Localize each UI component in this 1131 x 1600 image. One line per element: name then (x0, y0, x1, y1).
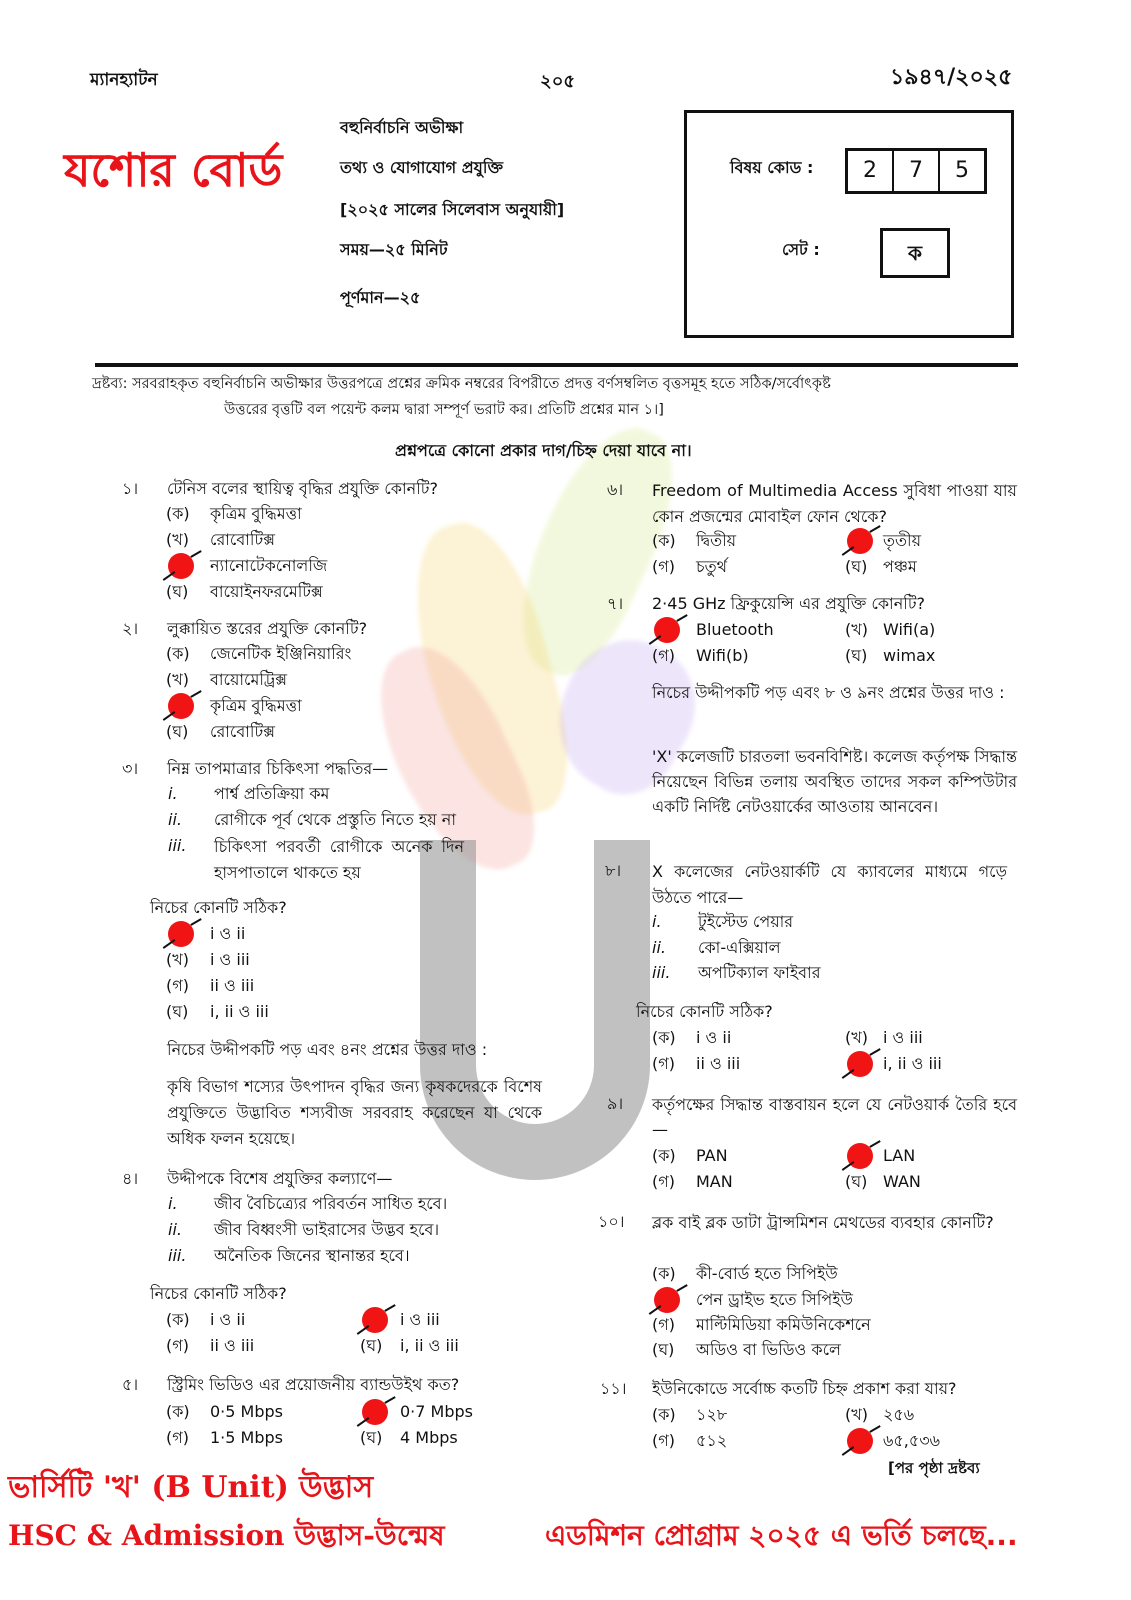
option-label[interactable]: (খ) (845, 620, 868, 639)
option-text[interactable]: i ও ii (696, 1028, 732, 1047)
question-text: ইউনিকোডে সর্বোচ্চ কতটি চিহ্ন প্রকাশ করা যায়? (652, 1379, 957, 1398)
continue-note: [পর পৃষ্ঠা দ্রষ্টব্য (888, 1459, 980, 1477)
answer-marked-dot[interactable] (847, 528, 873, 554)
option-label[interactable]: (খ) (166, 950, 189, 969)
option-text[interactable]: 0·7 Mbps (400, 1402, 473, 1421)
statement-text: রোগীকে পূর্ব থেকে প্রস্তুতি নিতে হয় না (214, 810, 456, 829)
option-label[interactable]: (গ) (652, 1172, 675, 1191)
code-digit: 5 (955, 158, 969, 183)
option-label[interactable]: (ঘ) (845, 557, 868, 576)
answer-marked-dot[interactable] (654, 1287, 680, 1313)
option-text[interactable]: ii ও iii (696, 1054, 741, 1073)
statement-number: iii. (168, 1246, 187, 1265)
option-text[interactable]: বায়োমেট্রিক্স (210, 670, 288, 689)
question-number: ১১। (600, 1379, 627, 1398)
option-label[interactable]: (ঘ) (166, 582, 189, 601)
option-text[interactable]: i ও ii (210, 1310, 246, 1329)
option-text[interactable]: Wifi(a) (883, 620, 936, 639)
code-digit: 2 (848, 151, 894, 191)
option-label[interactable]: (ক) (652, 531, 676, 550)
answer-marked-dot[interactable] (362, 1399, 388, 1425)
option-text[interactable]: দ্বিতীয় (696, 531, 737, 550)
option-label[interactable]: (খ) (845, 1405, 868, 1424)
option-text[interactable]: ন্যানোটেকনোলজি (210, 556, 328, 575)
question-number: ১। (122, 479, 139, 498)
question-text: টেনিস বলের স্থায়িত্ব বৃদ্ধির প্রযুক্তি কোনটি? (167, 479, 438, 498)
answer-marked-dot[interactable] (847, 1143, 873, 1169)
question-prompt: নিচের কোনটি সঠিক? (636, 1002, 773, 1021)
option-text[interactable]: ii ও iii (210, 976, 255, 995)
option-label[interactable]: (গ) (166, 976, 189, 995)
year-label: ১৯৪৭/২০২৫ (890, 65, 1013, 90)
publisher-name: ম্যানহ্যাটন (90, 70, 158, 90)
stimulus-text: কৃষি বিভাগ শস্যের উৎপাদন বৃদ্ধির জন্য কৃষকদেরকে বিশেষ প্রযুক্তিতে উদ্ভাবিত শস্যবীজ সরবরাহ করেছেন যা থেকে অধিক ফলন হয়েছে। (167, 1077, 542, 1148)
option-text[interactable]: WAN (883, 1172, 921, 1191)
option-text[interactable]: Bluetooth (696, 620, 774, 639)
option-label[interactable]: (ঘ) (360, 1336, 383, 1355)
option-label[interactable]: (ক) (652, 1146, 676, 1165)
statement-number: ii. (652, 938, 666, 957)
option-text[interactable]: wimax (883, 646, 936, 665)
option-label[interactable]: (ঘ) (652, 1340, 675, 1359)
option-label[interactable]: (গ) (166, 1428, 189, 1447)
question-number: ৭। (607, 594, 624, 613)
question-number: ৯। (607, 1094, 624, 1113)
page-number: ২০৫ (540, 71, 576, 92)
subject-code-label: বিষয় কোড : (730, 158, 814, 177)
answer-marked-dot[interactable] (847, 1051, 873, 1077)
option-label[interactable]: (ঘ) (166, 722, 189, 741)
option-text[interactable]: i ও iii (400, 1310, 440, 1329)
option-text[interactable]: i ও iii (210, 950, 250, 969)
answer-marked-dot[interactable] (168, 693, 194, 719)
option-text[interactable]: 0·5 Mbps (210, 1402, 283, 1421)
statement-text: চিকিৎসা পরবর্তী রোগীকে অনেক দিন হাসপাতালে থাকতে হয় (214, 837, 464, 882)
option-text[interactable]: i, ii ও iii (210, 1002, 269, 1021)
promo-varsity: ভার্সিটি 'খ' (B Unit) উদ্ভাস (8, 1470, 374, 1505)
statement-text: জীব বিধ্বংসী ভাইরাসের উদ্ভব হবে। (214, 1220, 440, 1239)
option-label[interactable]: (ক) (652, 1264, 676, 1283)
option-text[interactable]: কৃত্রিম বুদ্ধিমত্তা (210, 696, 302, 715)
option-label[interactable]: (ক) (166, 504, 190, 523)
option-text[interactable]: 4 Mbps (400, 1428, 458, 1447)
option-label[interactable]: (গ) (166, 1336, 189, 1355)
statement-number: ii. (168, 810, 182, 829)
question-number circ: ৮। (605, 861, 622, 880)
option-text[interactable]: Wifi(b) (696, 646, 749, 665)
question-text: X কলেজের নেটওয়ার্কটি যে ক্যাবলের মাধ্যমে গড়ে উঠতে পারে— (652, 862, 1007, 907)
statement-text: পার্শ্ব প্রতিক্রিয়া কম (214, 784, 330, 803)
question-text: ব্লক বাই ব্লক ডাটা ট্রান্সমিশন মেথডের ব্যবহার কোনটি? (652, 1213, 994, 1232)
statement-number: iii. (652, 963, 671, 982)
option-text[interactable]: তৃতীয় (883, 531, 922, 550)
option-text[interactable]: ৫১২ (696, 1431, 728, 1450)
statement-text: জীব বৈচিত্র্যের পরিবর্তন সাধিত হবে। (214, 1194, 448, 1213)
syllabus-note: [২০২৫ সালের সিলেবাস অনুযায়ী] (340, 200, 565, 219)
statement-text: কো-এক্সিয়াল (698, 938, 781, 957)
option-text[interactable]: কী-বোর্ড হতে সিপিইউ (696, 1264, 838, 1283)
question-number: ৫। (122, 1375, 139, 1394)
option-text[interactable]: PAN (696, 1146, 728, 1165)
question-number: ৬। (607, 480, 624, 499)
answer-marked-dot[interactable] (168, 553, 194, 579)
question-text: নিম্ন তাপমাত্রার চিকিৎসা পদ্ধতির— (167, 759, 389, 778)
promo-hsc: HSC & Admission উদ্ভাস-উন্মেষ (8, 1519, 445, 1552)
option-text[interactable]: জেনেটিক ইঞ্জিনিয়ারিং (210, 644, 352, 663)
exam-type: বহুনির্বাচনি অভীক্ষা (340, 118, 464, 137)
option-text[interactable]: LAN (883, 1146, 916, 1165)
option-text[interactable]: অডিও বা ভিডিও কলে (696, 1340, 841, 1359)
option-text[interactable]: i ও ii (210, 924, 246, 943)
statement-number: i. (168, 1194, 178, 1213)
question-text: লুক্কায়িত স্তরের প্রযুক্তি কোনটি? (167, 619, 368, 638)
answer-marked-dot[interactable] (847, 1428, 873, 1454)
option-label[interactable]: (ঘ) (845, 646, 868, 665)
option-label[interactable]: (ক) (652, 1028, 676, 1047)
answer-marked-dot[interactable] (168, 921, 194, 947)
option-text[interactable]: কৃত্রিম বুদ্ধিমত্তা (210, 504, 302, 523)
subject-code-digits (845, 148, 987, 194)
option-label[interactable]: (গ) (652, 1431, 675, 1450)
question-number: ৩। (122, 759, 139, 778)
set-value: ক (880, 228, 950, 278)
statement-number: iii. (168, 836, 187, 855)
divider (95, 363, 1018, 367)
option-text[interactable]: ২৫৬ (883, 1405, 915, 1424)
option-text[interactable]: রোবোটিক্স (210, 530, 275, 549)
instruction-note-line2: উত্তরের বৃত্তটি বল পয়েন্ট কলম দ্বারা সম্পূর্ণ ভরাট কর। প্রতিটি প্রশ্নের মান ১।] (224, 402, 664, 418)
statement-text: অপটিক্যাল ফাইবার (698, 963, 821, 982)
answer-marked-dot[interactable] (654, 617, 680, 643)
option-label[interactable]: (ঘ) (845, 1172, 868, 1191)
option-label[interactable]: (ক) (166, 1310, 190, 1329)
statement-number: i. (652, 912, 662, 931)
board-title: যশোর বোর্ড (64, 143, 283, 197)
option-label[interactable]: (গ) (652, 1054, 675, 1073)
option-text[interactable]: ৬৫,৫৩৬ (883, 1431, 941, 1450)
option-text[interactable]: ১২৮ (696, 1405, 728, 1424)
option-label[interactable]: (ক) (166, 1402, 190, 1421)
option-label[interactable]: (খ) (166, 530, 189, 549)
instruction-note: দ্রষ্টব্য: সরবরাহকৃত বহুনির্বাচনি অভীক্ষার উত্তরপত্রে প্রশ্নের ক্রমিক নম্বরের বিপরীতে প্রদত্ত বর্ণসম্বলিত বৃত্তসমূহ হতে সঠিক/সর্বোৎকৃষ্ট (92, 376, 831, 392)
option-text[interactable]: i ও iii (883, 1028, 923, 1047)
statement-text: অনৈতিক জিনের স্থানান্তর হবে। (214, 1246, 410, 1265)
option-label[interactable]: (গ) (652, 646, 675, 665)
option-label[interactable]: (ক) (652, 1405, 676, 1424)
option-text[interactable]: MAN (696, 1172, 733, 1191)
option-text[interactable]: i, ii ও iii (400, 1336, 459, 1355)
subject-name: তথ্য ও যোগাযোগ প্রযুক্তি (340, 158, 504, 177)
marking-warning: প্রশ্নপত্রে কোনো প্রকার দাগ/চিহ্ন দেয়া যাবে না। (395, 441, 692, 460)
option-text[interactable]: পঞ্চম (883, 557, 917, 576)
question-text: কর্তৃপক্ষের সিদ্ধান্ত বাস্তবায়ন হলে যে নেটওয়ার্ক তৈরি হবে— (652, 1095, 1017, 1139)
option-text[interactable]: চতুর্থ (696, 557, 728, 576)
question-text: Freedom of Multimedia Access সুবিধা পাওয়া যায় কোন প্রজন্মের মোবাইল ফোন থেকে? (652, 481, 1017, 526)
option-label[interactable]: (ঘ) (166, 1002, 189, 1021)
stimulus-intro: নিচের উদ্দীপকটি পড় এবং ৪নং প্রশ্নের উত্তর দাও : (167, 1040, 488, 1059)
option-label[interactable]: (খ) (166, 670, 189, 689)
code-digit: 7 (894, 151, 940, 191)
question-number circ: ১০। (598, 1212, 625, 1231)
subject-code-box (684, 110, 1014, 338)
question-number: ২। (122, 619, 139, 638)
option-text[interactable]: বায়োইনফরমেটিক্স (210, 582, 323, 601)
option-label[interactable]: (ক) (166, 644, 190, 663)
option-label[interactable]: (খ) (845, 1028, 868, 1047)
option-text[interactable]: রোবোটিক্স (210, 722, 275, 741)
answer-marked-dot[interactable] (362, 1307, 388, 1333)
option-label[interactable]: (গ) (652, 557, 675, 576)
option-text[interactable]: পেন ড্রাইভ হতে সিপিইউ (696, 1290, 853, 1309)
set-label: সেট : (782, 240, 820, 259)
question-text: স্ট্রিমিং ভিডিও এর প্রয়োজনীয় ব্যান্ডউইথ কত? (167, 1375, 460, 1394)
exam-time: সময়—২৫ মিনিট (340, 240, 448, 259)
question-number: ৪। (122, 1169, 139, 1188)
stimulus-intro: নিচের উদ্দীপকটি পড় এবং ৮ ও ৯নং প্রশ্নের উত্তর দাও : (652, 683, 1005, 702)
statement-number: ii. (168, 1220, 182, 1239)
stimulus-text: 'X' কলেজটি চারতলা ভবনবিশিষ্ট। কলেজ কর্তৃপক্ষ সিদ্ধান্ত নিয়েছেন বিভিন্ন তলায় অবস্থিত তাদের সকল কম্পিউটার একটি নির্দিষ্ট নেটওয়ার্কের আওতায় আনবেন। (652, 747, 1017, 816)
question-prompt: নিচের কোনটি সঠিক? (150, 898, 287, 917)
statement-text: টুইস্টেড পেয়ার (698, 912, 794, 931)
option-label[interactable]: (ঘ) (360, 1428, 383, 1447)
question-text: 2·45 GHz ফ্রিকুয়েন্সি এর প্রযুক্তি কোনটি? (652, 594, 926, 613)
option-text[interactable]: ii ও iii (210, 1336, 255, 1355)
option-text[interactable]: 1·5 Mbps (210, 1428, 283, 1447)
question-prompt: নিচের কোনটি সঠিক? (150, 1284, 287, 1303)
question-text: উদ্দীপকে বিশেষ প্রযুক্তির কল্যাণে— (167, 1169, 393, 1188)
option-label[interactable]: (গ) (652, 1315, 675, 1334)
option-text[interactable]: i, ii ও iii (883, 1054, 942, 1073)
promo-admission: এডমিশন প্রোগ্রাম ২০২৫ এ ভর্তি চলছে... (545, 1519, 1018, 1552)
statement-number: i. (168, 784, 178, 803)
option-text[interactable]: মাল্টিমিডিয়া কমিউনিকেশনে (696, 1315, 871, 1334)
full-marks: পূর্ণমান—২৫ (340, 288, 421, 307)
